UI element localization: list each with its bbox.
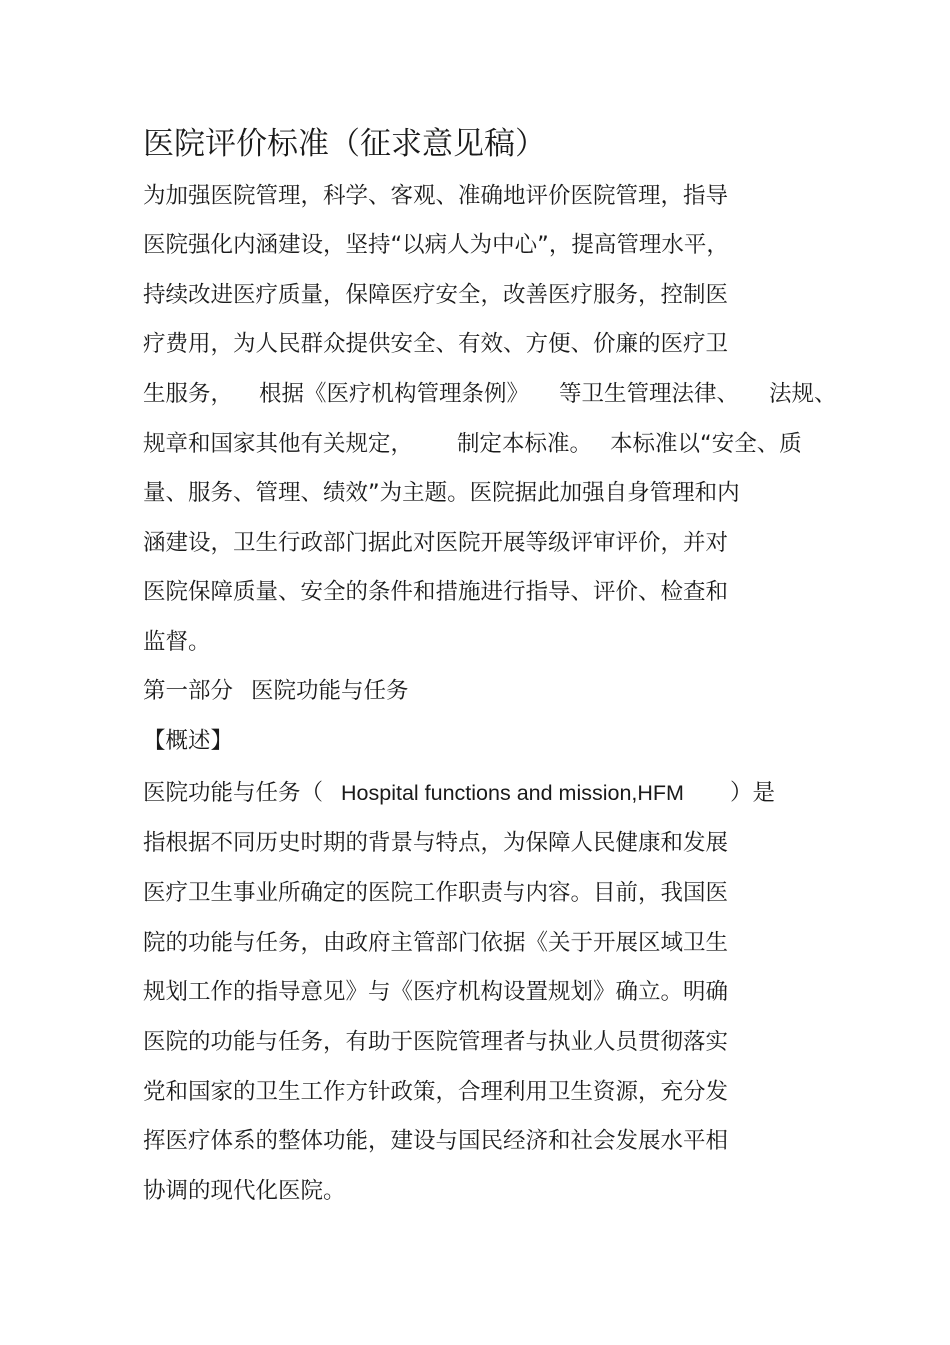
section-part-title: 医院功能与任务	[251, 678, 409, 704]
paragraph-line: 疗费用，为人民群众提供安全、有效、方便、价廉的医疗卫	[143, 331, 729, 357]
paragraph-line: 院的功能与任务，由政府主管部门依据《关于开展区域卫生	[143, 930, 729, 956]
text-segment: ）是	[729, 780, 775, 806]
paragraph-line	[143, 429, 802, 459]
paragraph-line: 为加强医院管理，科学、客观、准确地评价医院管理，指导	[143, 183, 729, 209]
paragraph-line: 监督。	[143, 629, 211, 655]
paragraph-line: 协调的现代化医院。	[143, 1178, 346, 1204]
overview-label: 【概述】	[143, 728, 234, 754]
paragraph-line: 医院的功能与任务，有助于医院管理者与执业人员贯彻落实	[143, 1029, 729, 1055]
paragraph-line: 指根据不同历史时期的背景与特点，为保障人民健康和发展	[143, 830, 729, 856]
text-segment: 等卫生管理法律、	[559, 381, 740, 407]
paragraph-line: 党和国家的卫生工作方针政策，合理利用卫生资源，充分发	[143, 1079, 729, 1105]
paragraph-line: 医院强化内涵建设，坚持“以病人为中心”，提高管理水平，	[143, 232, 729, 258]
text-segment: 生服务，	[143, 381, 234, 407]
text-segment: 规章和国家其他有关规定，	[143, 431, 414, 457]
text-segment: 医院功能与任务（	[143, 780, 324, 806]
paragraph-line: 持续改进医疗质量，保障医疗安全，改善医疗服务，控制医	[143, 282, 729, 308]
text-segment: 根据《医疗机构管理条例》	[259, 381, 530, 407]
english-term: Hospital functions and mission,HFM	[341, 781, 684, 805]
text-segment: 本标准以“安全、质	[610, 431, 802, 457]
paragraph-line	[143, 379, 837, 409]
paragraph-line	[143, 778, 775, 808]
paragraph-line: 医疗卫生事业所确定的医院工作职责与内容。目前，我国医	[143, 880, 729, 906]
paragraph-line: 挥医疗体系的整体功能，建设与国民经济和社会发展水平相	[143, 1128, 729, 1154]
section-heading	[143, 676, 409, 706]
paragraph-line: 量、服务、管理、绩效”为主题。医院据此加强自身管理和内	[143, 480, 740, 506]
document-title: 医院评价标准（征求意见稿）	[143, 126, 546, 162]
section-part-label: 第一部分	[143, 678, 234, 704]
text-segment: 制定本标准。	[457, 431, 593, 457]
paragraph-line: 涵建设，卫生行政部门据此对医院开展等级评审评价，并对	[143, 530, 729, 556]
paragraph-line: 规划工作的指导意见》与《医疗机构设置规划》确立。明确	[143, 979, 729, 1005]
text-segment: 法规、	[769, 381, 837, 407]
paragraph-line: 医院保障质量、安全的条件和措施进行指导、评价、检查和	[143, 579, 729, 605]
